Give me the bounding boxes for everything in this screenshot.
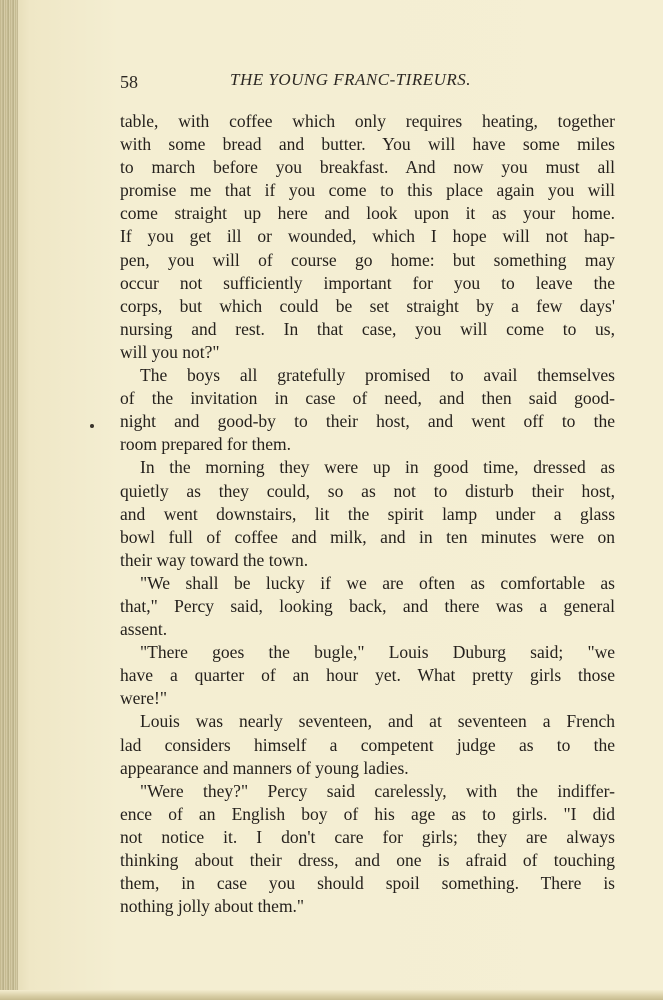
text-line: pen, you will of course go home: but something may — [120, 249, 615, 270]
text-line: ence of an English boy of his age as to girls. "I did — [120, 803, 615, 824]
text-line: night and good-by to their host, and went off to the — [120, 411, 615, 432]
text-line: with some bread and butter. You will have some miles — [120, 134, 615, 155]
text-line: If you get ill or wounded, which I hope will not hap- — [120, 226, 615, 247]
text-line: to march before you breakfast. And now you must all — [120, 157, 615, 178]
text-line: room prepared for them. — [120, 434, 292, 455]
text-line: not notice it. I don't care for girls; they are always — [120, 826, 615, 847]
text-line: will you not?" — [120, 341, 220, 362]
text-line: come straight up here and look upon it as your home. — [120, 203, 615, 224]
running-title: THE YOUNG FRANC-TIREURS. — [230, 70, 472, 89]
text-line: nothing jolly about them." — [120, 896, 305, 917]
body-text — [120, 110, 615, 918]
text-line: their way toward the town. — [120, 549, 309, 570]
text-line: that," Percy said, looking back, and there was a general — [120, 595, 615, 616]
text-line: occur not sufficiently important for you to leave the — [120, 272, 615, 293]
text-line: thinking about their dress, and one is afraid of touching — [120, 850, 615, 870]
text-line: were!" — [120, 688, 167, 709]
text-line: Louis was nearly seventeen, and at seventeen a French — [140, 711, 615, 732]
text-line: corps, but which could be set straight by a few days' — [120, 295, 615, 316]
text-line: appearance and manners of young ladies. — [120, 757, 409, 778]
text-line: "There goes the bugle," Louis Duburg said; "we — [140, 642, 615, 663]
text-line: "We shall be lucky if we are often as comfortable as — [140, 572, 615, 593]
page-bottom-edge — [0, 990, 663, 1000]
page-binding-edge — [0, 0, 18, 1000]
text-line: The boys all gratefully promised to avail themselves — [140, 365, 615, 386]
text-line: nursing and rest. In that case, you will come to us, — [120, 318, 615, 339]
page-number: 58 — [120, 72, 138, 92]
text-line: table, with coffee which only requires heating, together — [120, 111, 615, 131]
ink-dot — [90, 424, 94, 428]
text-line: and went downstairs, lit the spirit lamp under a glass — [120, 503, 615, 524]
text-line: "Were they?" Percy said carelessly, with the indiffer- — [140, 780, 615, 801]
page-header — [120, 70, 615, 100]
text-line: assent. — [120, 619, 168, 640]
text-line: them, in case you should spoil something. There is — [120, 873, 615, 894]
text-line: of the invitation in case of need, and then said good- — [120, 388, 615, 409]
text-line: In the morning they were up in good time, dressed as — [140, 457, 615, 478]
text-line: promise me that if you come to this place again you will — [120, 180, 615, 201]
text-line: have a quarter of an hour yet. What pretty girls those — [120, 665, 615, 686]
text-line: quietly as they could, so as not to disturb their host, — [120, 480, 615, 501]
text-line: bowl full of coffee and milk, and in ten minutes were on — [120, 526, 615, 547]
text-line: lad considers himself a competent judge as to the — [120, 734, 615, 755]
